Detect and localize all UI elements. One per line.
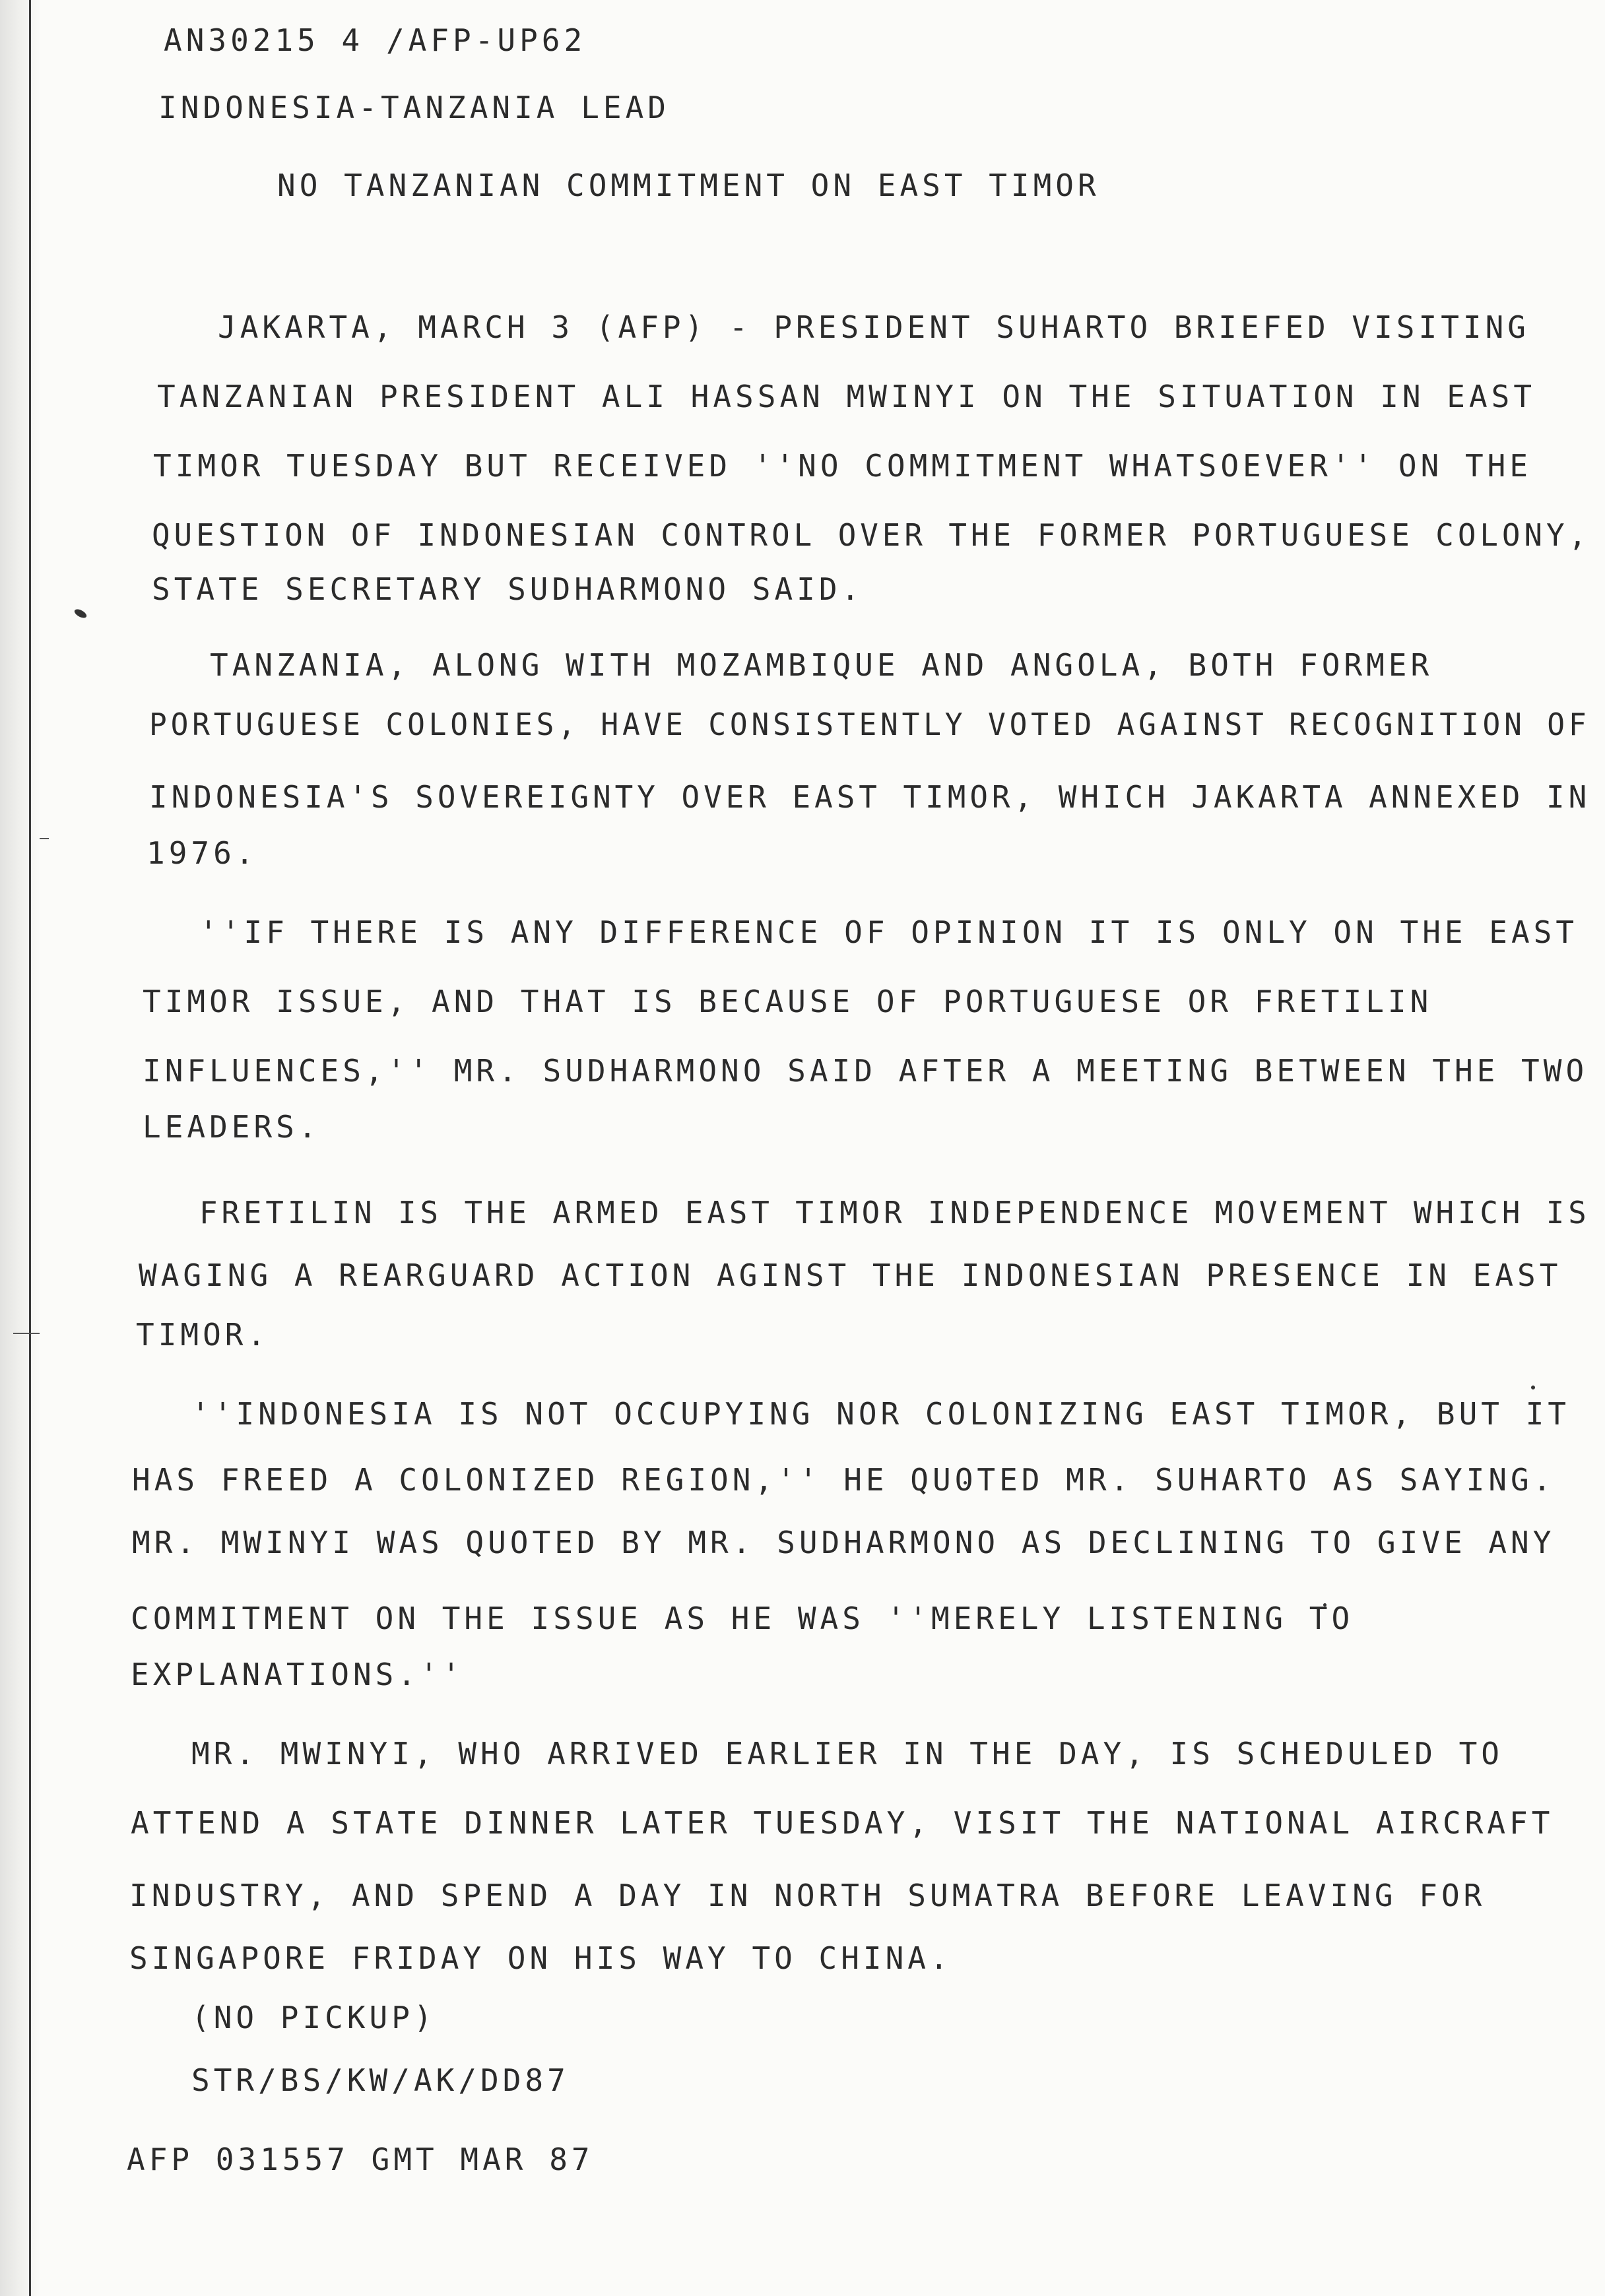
body-line: ''IF THERE IS ANY DIFFERENCE OF OPINION IT IS ONLY ON THE EAST bbox=[199, 914, 1579, 950]
story-slug: AN30215 4 /AFP-UP62 bbox=[164, 22, 587, 58]
body-line: PORTUGUESE COLONIES, HAVE CONSISTENTLY VOTED AGAINST RECOGNITION OF bbox=[149, 707, 1590, 742]
body-line: INFLUENCES,'' MR. SUDHARMONO SAID AFTER A MEETING BETWEEN THE TWO bbox=[143, 1053, 1589, 1089]
margin-tick bbox=[40, 838, 49, 839]
story-keyword: INDONESIA-TANZANIA LEAD bbox=[158, 90, 670, 125]
body-line: QUESTION OF INDONESIAN CONTROL OVER THE FORMER PORTUGUESE COLONY, bbox=[152, 517, 1591, 553]
scan-speck bbox=[73, 608, 88, 620]
body-line: ATTEND A STATE DINNER LATER TUESDAY, VISIT THE NATIONAL AIRCRAFT bbox=[131, 1805, 1554, 1841]
margin-tick bbox=[13, 1333, 40, 1334]
body-line: COMMITMENT ON THE ISSUE AS HE WAS ''MERELY LISTENING TO bbox=[131, 1601, 1354, 1636]
body-line: WAGING A REARGUARD ACTION AGINST THE INDONESIAN PRESENCE IN EAST bbox=[139, 1258, 1562, 1293]
story-headline: NO TANZANIAN COMMITMENT ON EAST TIMOR bbox=[277, 168, 1100, 203]
transmission-timestamp: AFP 031557 GMT MAR 87 bbox=[127, 2142, 594, 2177]
page-edge-rule bbox=[29, 0, 31, 2296]
body-line: TIMOR TUESDAY BUT RECEIVED ''NO COMMITMENT WHATSOEVER'' ON THE bbox=[153, 448, 1532, 484]
body-line: JAKARTA, MARCH 3 (AFP) - PRESIDENT SUHARTO BRIEFED VISITING bbox=[218, 309, 1530, 345]
body-line: INDONESIA'S SOVEREIGNTY OVER EAST TIMOR, WHICH JAKARTA ANNEXED IN bbox=[149, 779, 1591, 815]
body-line: STATE SECRETARY SUDHARMONO SAID. bbox=[152, 571, 864, 607]
body-line: TANZANIA, ALONG WITH MOZAMBIQUE AND ANGOLA, BOTH FORMER bbox=[210, 647, 1433, 683]
scan-margin-shading bbox=[0, 0, 40, 2296]
body-line: TIMOR ISSUE, AND THAT IS BECAUSE OF PORTUGUESE OR FRETILIN bbox=[143, 984, 1433, 1019]
scan-speck bbox=[1531, 1386, 1535, 1389]
body-line: FRETILIN IS THE ARMED EAST TIMOR INDEPENDENCE MOVEMENT WHICH IS bbox=[199, 1195, 1590, 1230]
body-line: SINGAPORE FRIDAY ON HIS WAY TO CHINA. bbox=[129, 1940, 952, 1976]
body-line: 1976. bbox=[147, 835, 258, 871]
staff-codes: STR/BS/KW/AK/DD87 bbox=[191, 2062, 570, 2098]
body-line: INDUSTRY, AND SPEND A DAY IN NORTH SUMATRA BEFORE LEAVING FOR bbox=[129, 1878, 1486, 1913]
body-line: LEADERS. bbox=[143, 1109, 321, 1145]
body-line: TIMOR. bbox=[136, 1317, 270, 1353]
body-line: MR. MWINYI, WHO ARRIVED EARLIER IN THE DAY, IS SCHEDULED TO bbox=[191, 1736, 1503, 1771]
body-line: HAS FREED A COLONIZED REGION,'' HE QUOTED MR. SUHARTO AS SAYING. bbox=[132, 1462, 1556, 1498]
body-line: EXPLANATIONS.'' bbox=[131, 1657, 465, 1692]
body-line: TANZANIAN PRESIDENT ALI HASSAN MWINYI ON THE SITUATION IN EAST bbox=[157, 379, 1536, 414]
body-line: MR. MWINYI WAS QUOTED BY MR. SUDHARMONO AS DECLINING TO GIVE ANY bbox=[132, 1525, 1556, 1560]
pickup-note: (NO PICKUP) bbox=[191, 2000, 436, 2035]
body-line: ''INDONESIA IS NOT OCCUPYING NOR COLONIZING EAST TIMOR, BUT IT bbox=[191, 1396, 1571, 1432]
